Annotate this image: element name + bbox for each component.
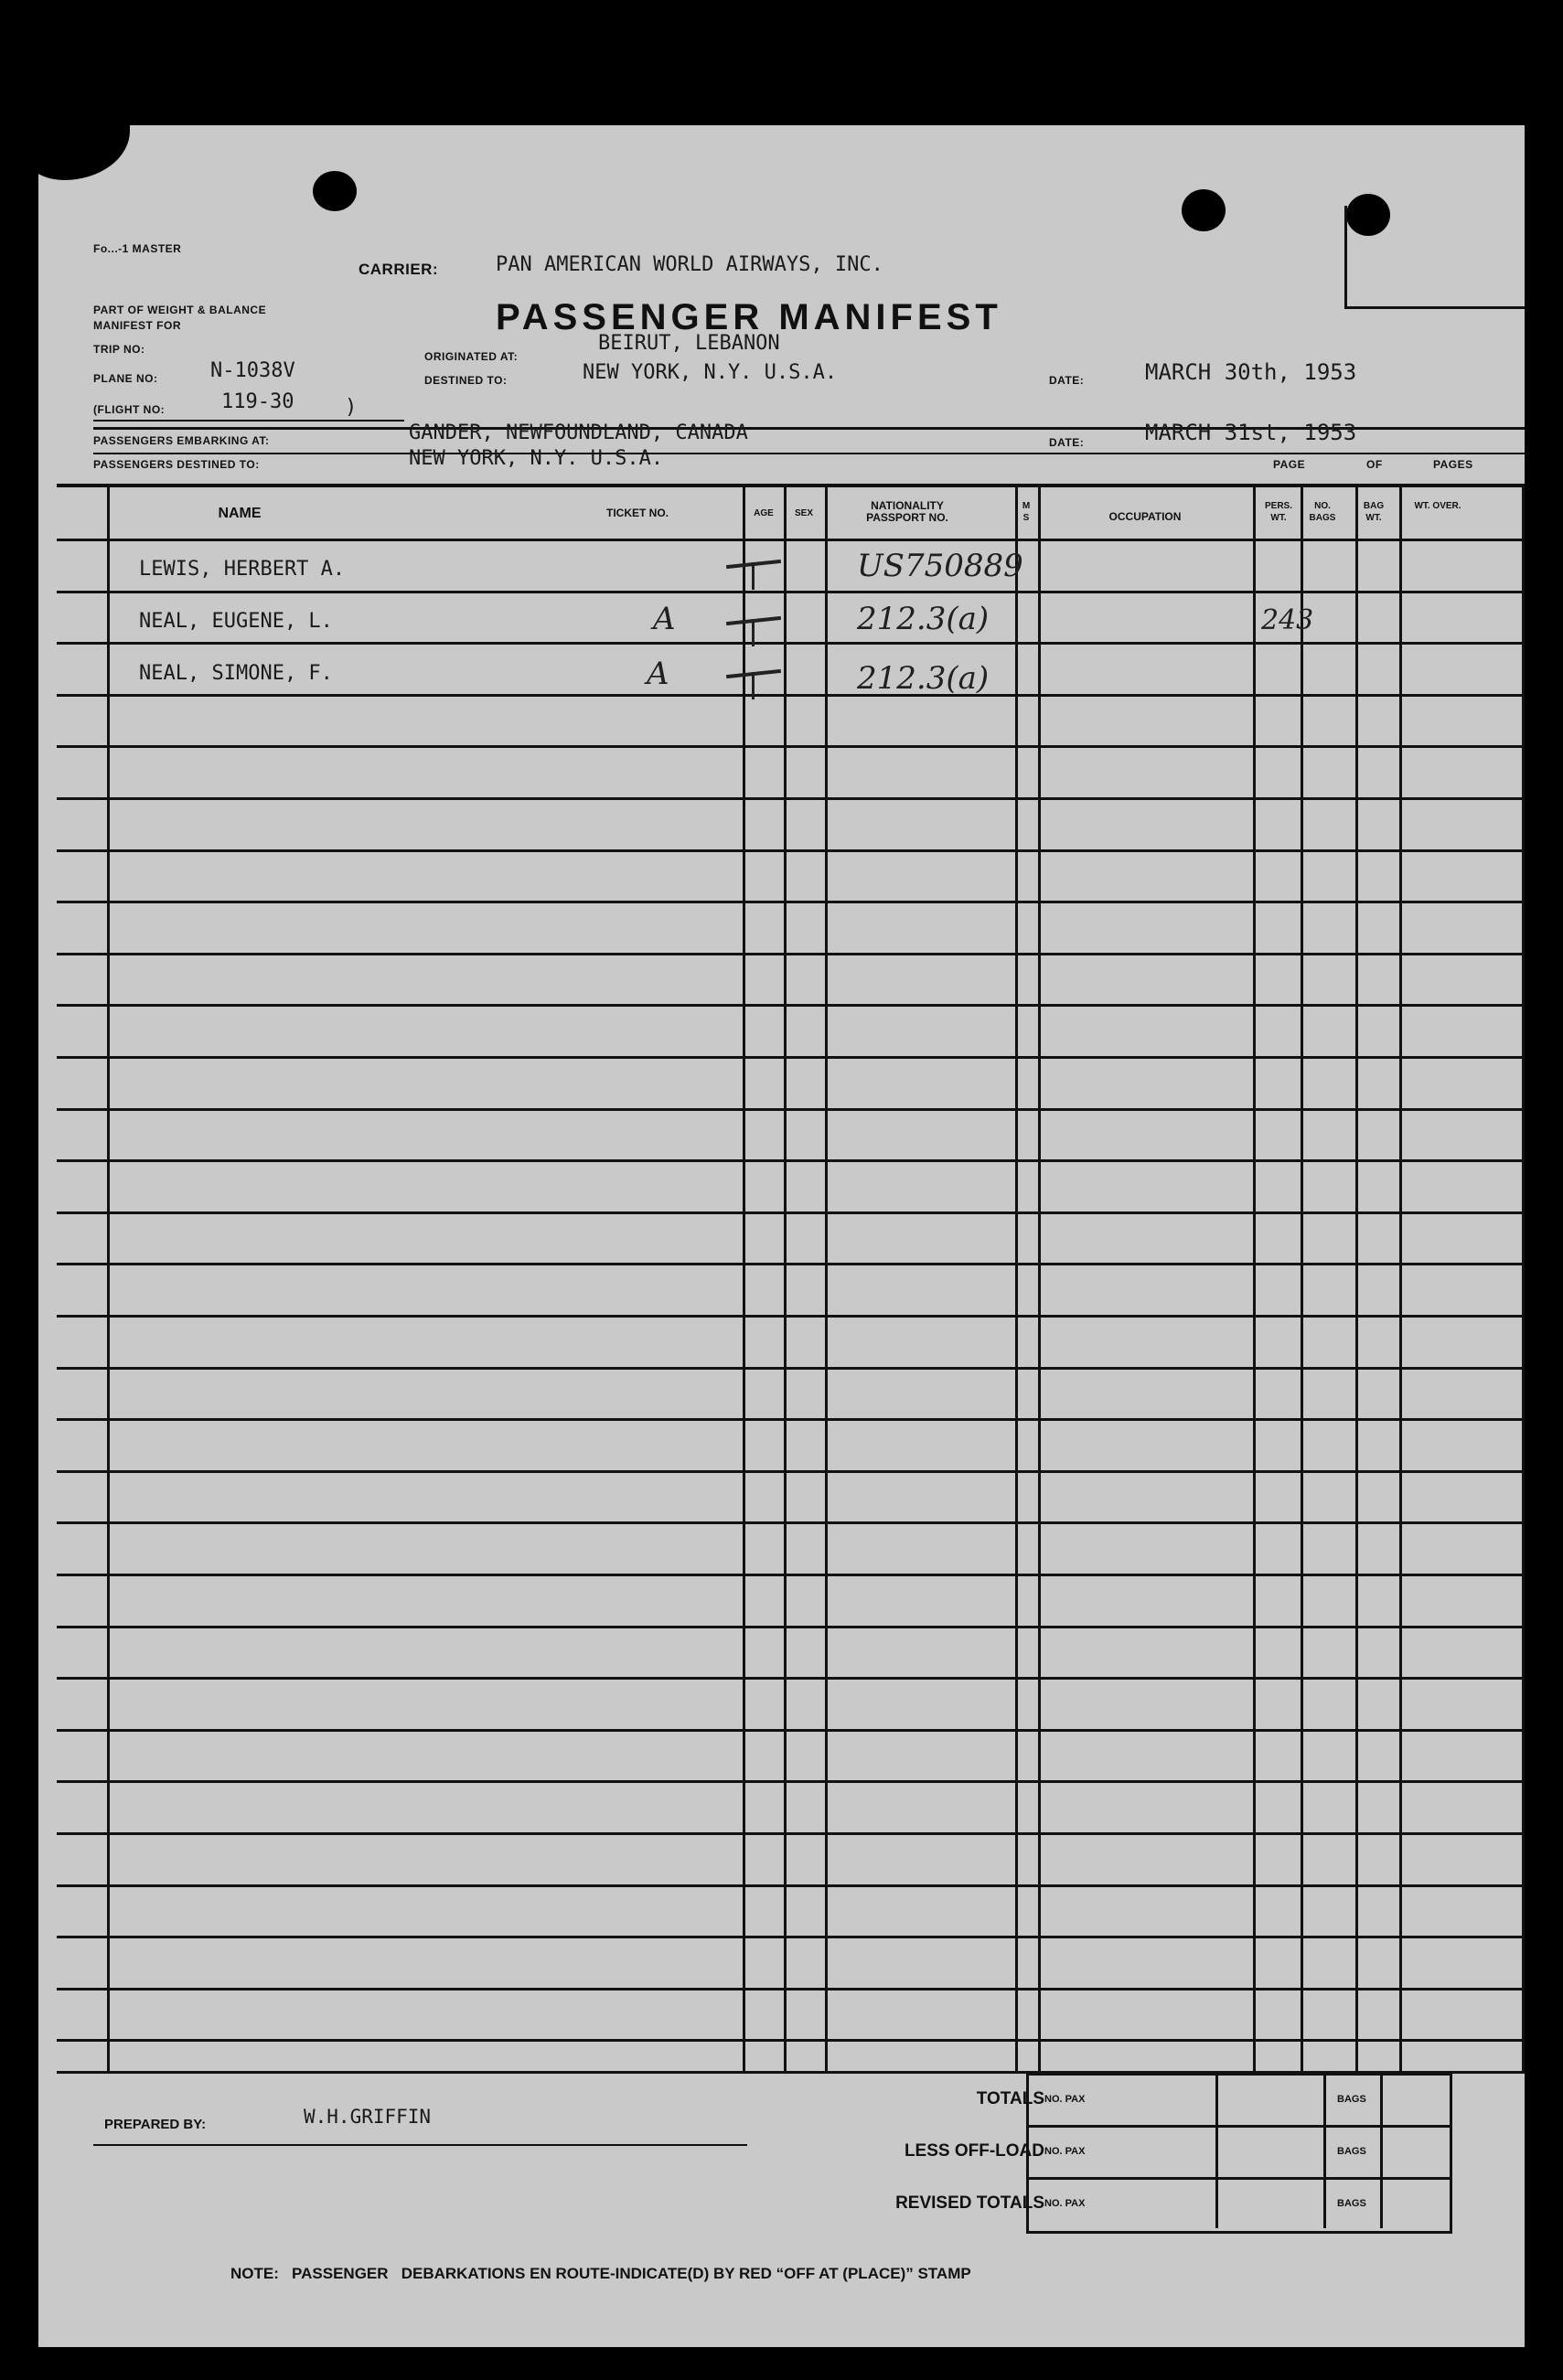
of-label: OF <box>1366 458 1383 471</box>
date-label: DATE: <box>1049 374 1085 387</box>
col-header-bag-wt: BAG WT. <box>1363 501 1385 523</box>
table-row-rule <box>57 642 1525 645</box>
punch-hole <box>1182 189 1226 231</box>
table-row-rule <box>57 1004 1525 1007</box>
embarking-value: GANDER, NEWFOUNDLAND, CANADA <box>409 422 748 444</box>
table-column-rule <box>1399 484 1402 2071</box>
table-column-rule <box>1015 484 1018 2071</box>
less-offload-label: LESS OFF-LOAD <box>904 2141 1044 2161</box>
table-row-rule <box>57 1677 1525 1680</box>
corner-tear <box>38 125 130 180</box>
originated-label: ORIGINATED AT: <box>424 350 519 363</box>
table-column-rule <box>1038 484 1041 2071</box>
offload-bags: BAGS <box>1337 2146 1366 2157</box>
revised-no-pax: NO. PAX <box>1044 2198 1086 2209</box>
flight-no-close: ) <box>345 396 358 419</box>
table-row-rule <box>57 1832 1525 1835</box>
revised-bags: BAGS <box>1337 2198 1366 2209</box>
col-header-name: NAME <box>218 506 262 521</box>
date-value: MARCH 30th, 1953 <box>1145 359 1357 385</box>
totals-box <box>1026 2073 1452 2234</box>
table-row-rule <box>57 1211 1525 1214</box>
col-header-wt-over: WT. OVER. <box>1414 501 1461 511</box>
table-row-rule <box>57 694 1525 697</box>
footer-note: NOTE: PASSENGER DEBARKATIONS EN ROUTE-INDICATE(D) BY RED “OFF AT (PLACE)” STAMP <box>230 2265 971 2282</box>
destined-value: NEW YORK, N.Y. U.S.A. <box>583 361 838 384</box>
table-column-rule <box>784 484 787 2071</box>
prepared-by-label: PREPARED BY: <box>104 2117 207 2132</box>
plane-no-value: N-1038V <box>210 359 295 382</box>
passenger-2-age-tick <box>752 619 755 646</box>
carrier-value: PAN AMERICAN WORLD AIRWAYS, INC. <box>496 253 883 276</box>
totals-box-col-3 <box>1380 2073 1383 2228</box>
form-number: Fo...-1 MASTER <box>93 242 182 255</box>
offload-no-pax: NO. PAX <box>1044 2146 1086 2157</box>
table-column-rule <box>743 484 745 2071</box>
passenger-3-ticket: A <box>647 656 669 692</box>
table-row-rule <box>57 1315 1525 1318</box>
totals-box-col-2 <box>1323 2073 1326 2228</box>
passenger-1-age-tick <box>752 562 755 590</box>
table-column-rule <box>825 484 828 2071</box>
date2-label: DATE: <box>1049 436 1085 449</box>
table-row-rule <box>57 1988 1525 1990</box>
table-row-rule <box>57 1056 1525 1059</box>
date2-value: MARCH 31st, 1953 <box>1145 420 1357 445</box>
passenger-2-passport: 212.3(a) <box>857 601 990 637</box>
passenger-3-name: NEAL, SIMONE, F. <box>139 662 333 685</box>
table-header-rule <box>57 539 1525 541</box>
page-label: PAGE <box>1273 458 1306 471</box>
table-row-rule <box>57 901 1525 903</box>
destined-label: DESTINED TO: <box>424 374 508 387</box>
col-header-ms: M S <box>1022 501 1031 523</box>
totals-box-col-1 <box>1215 2073 1218 2228</box>
manifest-sheet <box>38 125 1525 2347</box>
col-header-nationality: NATIONALITY PASSPORT NO. <box>866 499 948 524</box>
table-row-rule <box>57 745 1525 748</box>
table-row-rule <box>57 591 1525 593</box>
col-header-occupation: OCCUPATION <box>1108 510 1182 523</box>
table-row-rule <box>57 1884 1525 1887</box>
prepared-underline <box>93 2144 747 2146</box>
pax-destined-value: NEW YORK, N.Y. U.S.A. <box>409 447 664 470</box>
table-top-rule <box>57 484 1525 487</box>
originated-value: BEIRUT, LEBANON <box>598 332 780 355</box>
col-header-age: AGE <box>754 508 774 518</box>
table-row-rule <box>57 1263 1525 1265</box>
table-row-rule <box>57 1729 1525 1732</box>
table-row-rule <box>57 1780 1525 1783</box>
part-of-label: PART OF WEIGHT & BALANCE <box>93 304 267 316</box>
table-row-rule <box>57 953 1525 955</box>
totals-box-rule-1 <box>1026 2125 1450 2128</box>
table-row-rule <box>57 1574 1525 1576</box>
flight-no-label: (FLIGHT NO: <box>93 403 166 416</box>
flight-no-value: 119-30 <box>221 390 294 413</box>
totals-bags: BAGS <box>1337 2094 1366 2105</box>
table-row-rule <box>57 797 1525 800</box>
passenger-2-name: NEAL, EUGENE, L. <box>139 610 333 633</box>
col-header-pers-wt: PERS. WT. <box>1264 501 1292 523</box>
pages-label: PAGES <box>1433 458 1473 471</box>
table-row-rule <box>57 1936 1525 1938</box>
table-row-rule <box>57 1367 1525 1370</box>
table-row-rule <box>57 849 1525 852</box>
trip-no-label: TRIP NO: <box>93 343 145 356</box>
table-row-rule <box>57 1108 1525 1111</box>
table-row-rule <box>57 2039 1525 2042</box>
table-column-rule <box>1253 484 1256 2071</box>
revised-totals-label: REVISED TOTALS <box>895 2193 1044 2213</box>
passenger-3-age-tick <box>752 672 755 699</box>
passenger-2-ticket: A <box>653 601 676 637</box>
totals-no-pax: NO. PAX <box>1044 2094 1086 2105</box>
form-title: PASSENGER MANIFEST <box>496 297 1002 337</box>
col-header-ticket: TICKET NO. <box>606 507 669 519</box>
corner-stamp-box <box>1344 206 1525 309</box>
passenger-1-name: LEWIS, HERBERT A. <box>139 558 346 581</box>
header-rule-2 <box>93 453 1525 454</box>
table-row-rule <box>57 1521 1525 1524</box>
table-right-rule <box>1522 484 1525 2071</box>
prepared-by-value: W.H.GRIFFIN <box>304 2106 432 2128</box>
table-column-rule <box>1301 484 1303 2071</box>
table-row-rule <box>57 1159 1525 1162</box>
col-header-sex: SEX <box>794 508 813 518</box>
passenger-3-passport: 212.3(a) <box>857 660 990 697</box>
col-header-no-bags: NO. BAGS <box>1309 501 1336 523</box>
manifest-for-label: MANIFEST FOR <box>93 319 181 332</box>
carrier-label: CARRIER: <box>359 261 439 278</box>
table-row-rule <box>57 1418 1525 1421</box>
plane-no-label: PLANE NO: <box>93 372 158 385</box>
table-row-rule <box>57 1626 1525 1628</box>
embarking-label: PASSENGERS EMBARKING AT: <box>93 434 270 447</box>
pax-destined-label: PASSENGERS DESTINED TO: <box>93 458 260 471</box>
totals-box-rule-2 <box>1026 2177 1450 2180</box>
table-row-rule <box>57 1470 1525 1473</box>
table-column-rule <box>1355 484 1358 2071</box>
totals-label: TOTALS <box>976 2089 1044 2108</box>
flight-underline <box>93 420 404 422</box>
table-column-rule <box>107 484 110 2071</box>
punch-hole <box>313 171 357 211</box>
passenger-1-passport: US750889 <box>857 548 1023 584</box>
passenger-2-pers-wt: 243 <box>1261 604 1314 636</box>
